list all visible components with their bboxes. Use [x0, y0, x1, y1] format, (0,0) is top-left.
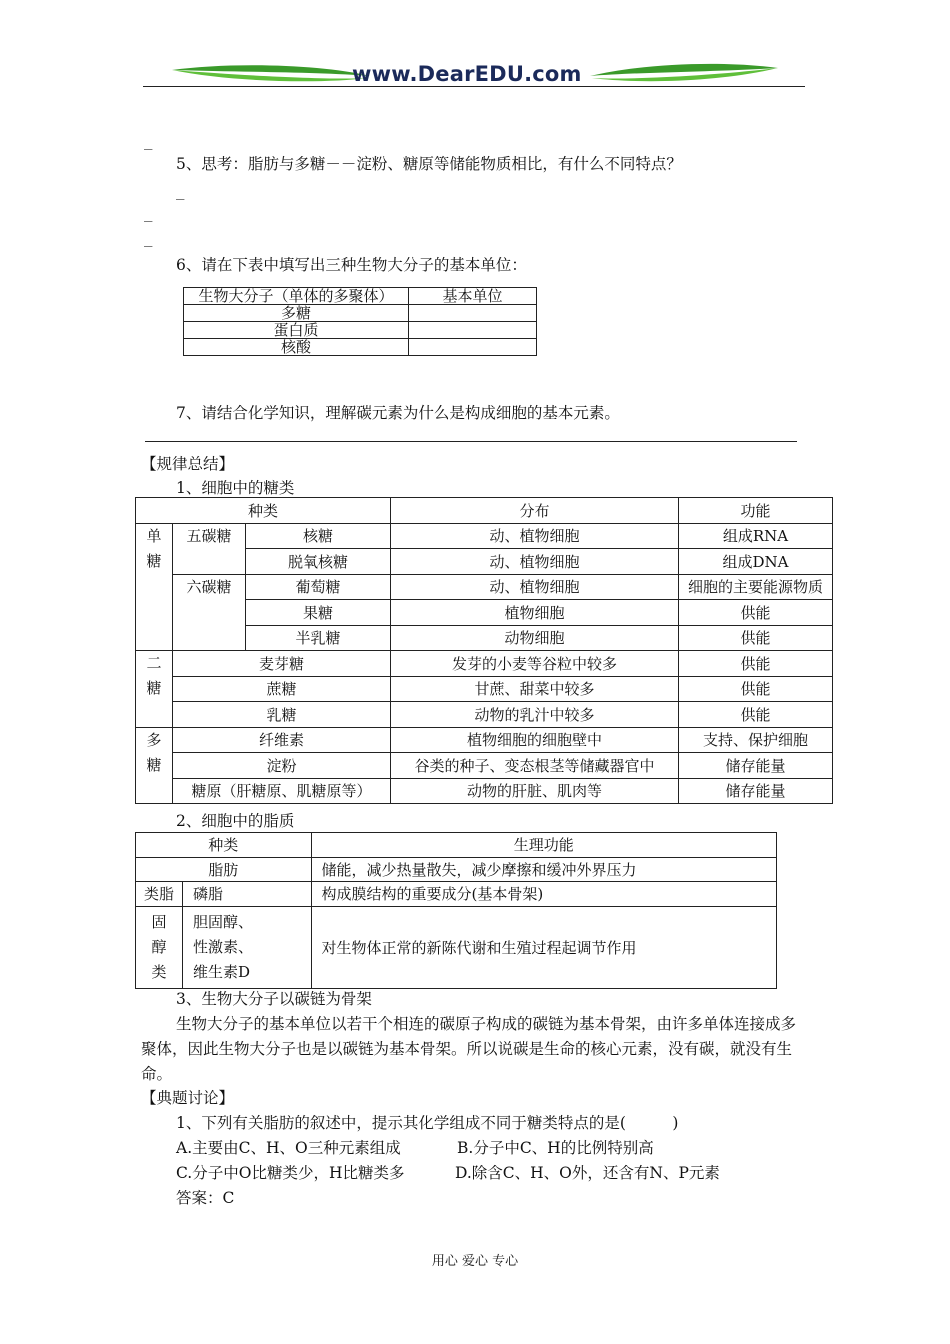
sugar-name: 麦芽糖	[173, 651, 391, 677]
example-1-question: 1、下列有关脂肪的叙述中，提示其化学组成不同于糖类特点的是( )	[176, 1114, 679, 1132]
table-row	[184, 305, 537, 322]
question-7: 7、请结合化学知识，理解碳元素为什么是构成细胞的基本元素。	[176, 404, 620, 422]
question-5: 5、思考：脂肪与多糖－－淀粉、糖原等储能物质相比，有什么不同特点？	[176, 155, 682, 173]
sugar-distribution: 发芽的小麦等谷粒中较多	[390, 651, 678, 677]
table-row	[136, 523, 833, 549]
page-footer: 用心 爱心 专心	[431, 1254, 519, 1269]
sugar-distribution: 动、植物细胞	[390, 549, 678, 575]
table-row	[136, 833, 777, 858]
sugar-function: 供能	[678, 651, 832, 677]
six-carbon-group: 六碳糖	[173, 574, 246, 651]
sugar-name: 纤维素	[173, 727, 391, 753]
lipid-name: 脂肪	[136, 857, 312, 882]
blank-mark: _	[144, 206, 153, 222]
sugar-name: 蔗糖	[173, 676, 391, 702]
option-a: A.主要由C、H、O三种元素组成	[176, 1139, 401, 1157]
lipid-table	[135, 832, 777, 989]
macromolecule-table	[183, 287, 537, 356]
sugar-name: 淀粉	[173, 753, 391, 779]
table-header: 分布	[390, 498, 678, 524]
table-header: 种类	[136, 498, 391, 524]
sterol-category: 固 醇 类	[136, 906, 183, 988]
table-row	[184, 288, 537, 305]
table-row	[184, 322, 537, 339]
blank-mark: _	[176, 184, 185, 200]
sugar-distribution: 植物细胞的细胞壁中	[390, 727, 678, 753]
category-polysaccharide: 多 糖	[136, 727, 173, 804]
table-row	[136, 702, 833, 728]
sugar-name: 脱氧核糖	[246, 549, 391, 575]
sugar-distribution: 甘蔗、甜菜中较多	[390, 676, 678, 702]
sugar-distribution: 动物的乳汁中较多	[390, 702, 678, 728]
sugar-name: 果糖	[246, 600, 391, 626]
table-row	[136, 778, 833, 804]
lipid-section-title: 2、细胞中的脂质	[176, 812, 295, 830]
option-b: B.分子中C、H的比例特别高	[457, 1139, 654, 1157]
sugar-distribution: 植物细胞	[390, 600, 678, 626]
sugar-distribution: 动、植物细胞	[390, 523, 678, 549]
sterol-members: 胆固醇、 性激素、 维生素D	[183, 906, 312, 988]
table-row	[136, 906, 777, 988]
sugar-function: 细胞的主要能源物质	[678, 574, 832, 600]
sugar-name: 葡萄糖	[246, 574, 391, 600]
table-header: 生物大分子（单体的多聚体）	[184, 288, 409, 305]
table-row	[136, 651, 833, 677]
table-header: 功能	[678, 498, 832, 524]
sugar-distribution: 动物的肝脏、肌肉等	[390, 778, 678, 804]
answer-blank[interactable]	[409, 322, 537, 339]
sugar-section-title: 1、细胞中的糖类	[176, 479, 295, 497]
table-row	[136, 857, 777, 882]
sugar-table	[135, 497, 833, 804]
option-c: C.分子中O比糖类少，H比糖类多	[176, 1164, 405, 1182]
lipid-name: 磷脂	[183, 882, 312, 907]
sugar-function: 供能	[678, 676, 832, 702]
header-rule	[143, 86, 805, 87]
section-divider	[145, 441, 797, 442]
sugar-function: 供能	[678, 600, 832, 626]
table-row	[136, 753, 833, 779]
sugar-function: 储存能量	[678, 778, 832, 804]
table-row	[136, 882, 777, 907]
site-logo-text: www.DearEDU.com	[352, 62, 582, 86]
lipid-name: 类脂	[136, 882, 183, 907]
sugar-name: 乳糖	[173, 702, 391, 728]
five-carbon-group: 五碳糖	[173, 523, 246, 574]
sugar-function: 供能	[678, 702, 832, 728]
sugar-distribution: 谷类的种子、变态根茎等储藏器官中	[390, 753, 678, 779]
option-d: D.除含C、H、O外，还含有N、P元素	[455, 1164, 720, 1182]
table-header: 基本单位	[409, 288, 537, 305]
sugar-name: 半乳糖	[246, 625, 391, 651]
answer-blank[interactable]	[409, 339, 537, 356]
question-6: 6、请在下表中填写出三种生物大分子的基本单位：	[176, 256, 527, 274]
table-row	[136, 676, 833, 702]
table-row	[184, 339, 537, 356]
sugar-distribution: 动物细胞	[390, 625, 678, 651]
answer-blank[interactable]	[409, 305, 537, 322]
carbon-section-title: 3、生物大分子以碳链为骨架	[176, 990, 372, 1008]
lipid-function: 储能，减少热量散失，减少摩擦和缓冲外界压力	[311, 857, 777, 882]
table-row	[136, 498, 833, 524]
category-disaccharide: 二 糖	[136, 651, 173, 728]
sugar-name: 核糖	[246, 523, 391, 549]
summary-heading: 【规律总结】	[141, 455, 235, 473]
blank-mark: _	[144, 231, 153, 247]
table-cell: 多糖	[184, 305, 409, 322]
sugar-distribution: 动、植物细胞	[390, 574, 678, 600]
lipid-function: 对生物体正常的新陈代谢和生殖过程起调节作用	[311, 906, 777, 988]
table-cell: 核酸	[184, 339, 409, 356]
table-header: 生理功能	[311, 833, 777, 858]
sugar-name: 糖原（肝糖原、肌糖原等）	[173, 778, 391, 804]
blank-mark: _	[144, 134, 153, 150]
sugar-function: 支持、保护细胞	[678, 727, 832, 753]
discussion-heading: 【典题讨论】	[141, 1089, 235, 1107]
table-row	[136, 727, 833, 753]
table-row	[136, 574, 833, 600]
table-header: 种类	[136, 833, 312, 858]
answer: 答案：C	[176, 1189, 235, 1207]
sugar-function: 储存能量	[678, 753, 832, 779]
sugar-function: 组成RNA	[678, 523, 832, 549]
category-monosaccharide: 单 糖	[136, 523, 173, 651]
lipid-function: 构成膜结构的重要成分(基本骨架)	[311, 882, 777, 907]
sugar-function: 供能	[678, 625, 832, 651]
table-cell: 蛋白质	[184, 322, 409, 339]
sugar-function: 组成DNA	[678, 549, 832, 575]
carbon-section-body: 生物大分子的基本单位以若干个相连的碳原子构成的碳链为基本骨架，由许多单体连接成多聚体，因此生物大分子也是以碳链为基本骨架。所以说碳是生命的核心元素，没有碳，就没有生命。	[141, 1015, 797, 1083]
